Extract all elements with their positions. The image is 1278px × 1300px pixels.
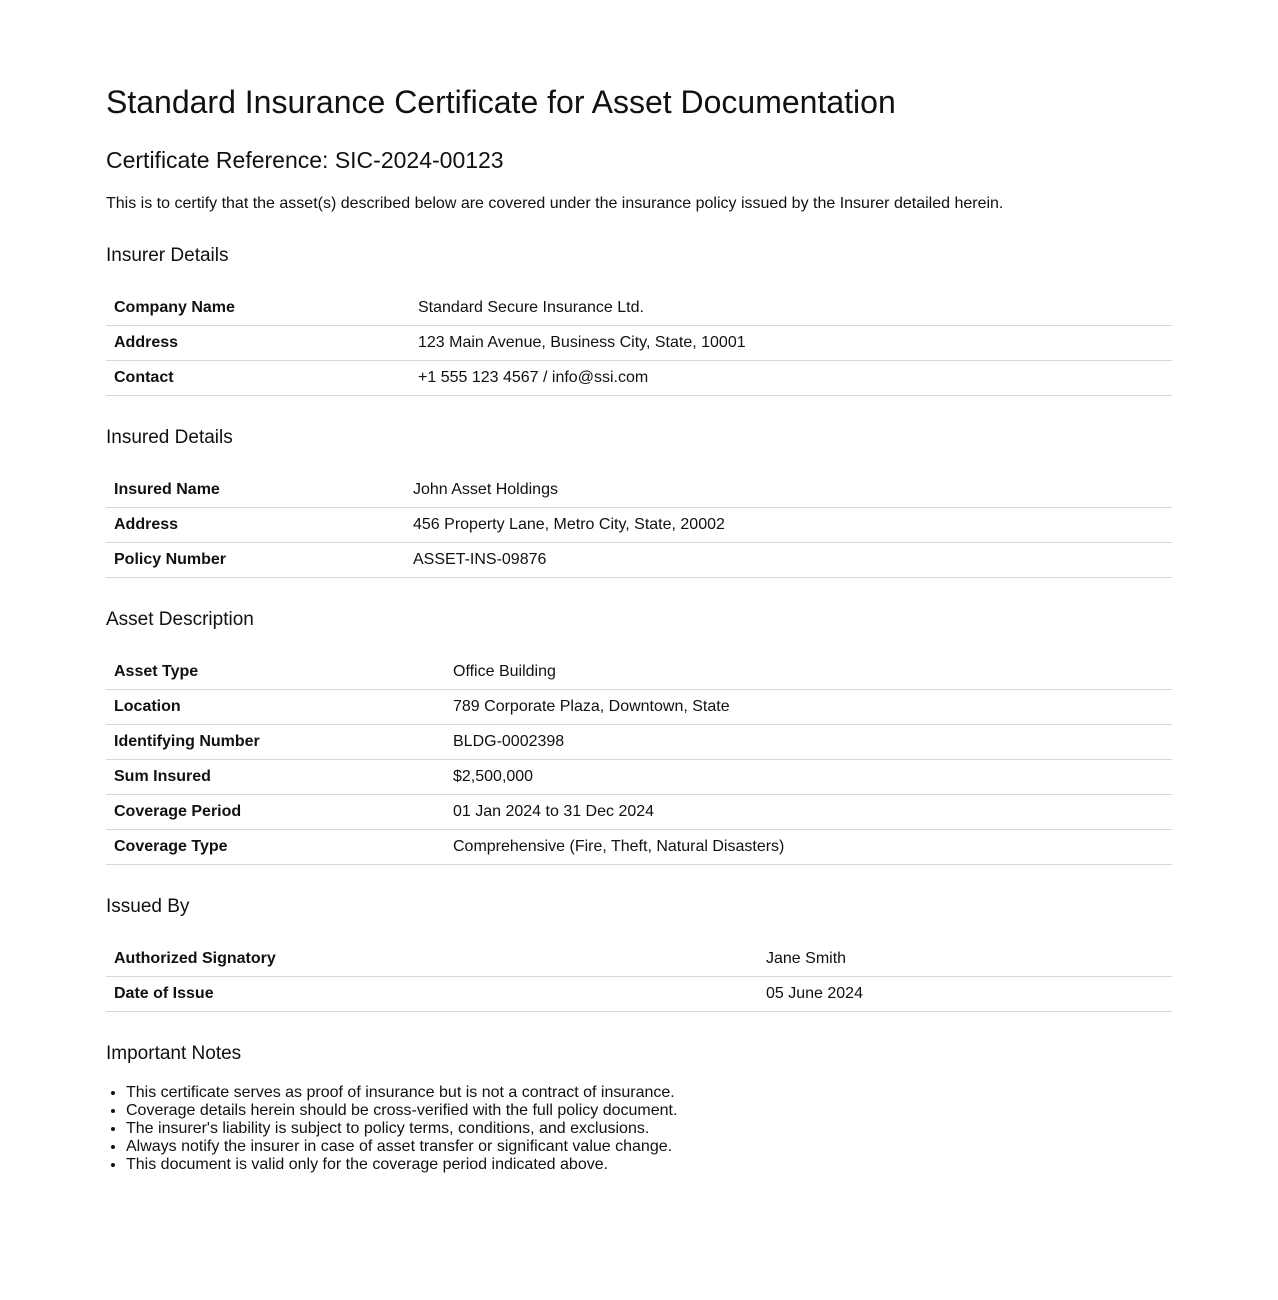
table-row bbox=[106, 725, 1172, 760]
certificate-document bbox=[106, 0, 1172, 1174]
asset-section bbox=[106, 609, 1172, 865]
insurer-table bbox=[106, 291, 1172, 396]
row-label: Location bbox=[106, 690, 445, 725]
table-row bbox=[106, 977, 1172, 1012]
table-row bbox=[106, 690, 1172, 725]
table-row bbox=[106, 655, 1172, 690]
list-item: • The insurer's liability is subject to policy terms, conditions, and exclusions. bbox=[126, 1120, 1172, 1138]
intro-text: This is to certify that the asset(s) described below are covered under the insurance policy issued by the Insurer detailed herein. bbox=[106, 195, 1004, 212]
list-item: • This document is valid only for the coverage period indicated above. bbox=[126, 1156, 1172, 1174]
row-label: Asset Type bbox=[106, 655, 445, 690]
row-value: Office Building bbox=[445, 655, 1172, 690]
row-label: Address bbox=[106, 326, 410, 361]
insured-heading: Insured Details bbox=[106, 427, 233, 448]
issued-by-section bbox=[106, 896, 1172, 1012]
notes-section bbox=[106, 1043, 1172, 1174]
notes-heading: Important Notes bbox=[106, 1043, 242, 1064]
insurer-section bbox=[106, 245, 1172, 396]
row-value: ASSET-INS-09876 bbox=[405, 543, 1172, 578]
row-label: Coverage Type bbox=[106, 830, 445, 865]
row-label: Coverage Period bbox=[106, 795, 445, 830]
row-label: Contact bbox=[106, 361, 410, 396]
row-label: Authorized Signatory bbox=[106, 942, 758, 977]
list-item: • This certificate serves as proof of insurance but is not a contract of insurance. bbox=[126, 1084, 1172, 1102]
row-value: 05 June 2024 bbox=[758, 977, 1172, 1012]
certificate-reference: Certificate Reference: SIC-2024-00123 bbox=[106, 147, 504, 173]
row-value: 01 Jan 2024 to 31 Dec 2024 bbox=[445, 795, 1172, 830]
row-value: Standard Secure Insurance Ltd. bbox=[410, 291, 1172, 326]
row-label: Insured Name bbox=[106, 473, 405, 508]
row-value: Jane Smith bbox=[758, 942, 1172, 977]
row-label: Identifying Number bbox=[106, 725, 445, 760]
table-row bbox=[106, 361, 1172, 396]
row-value: John Asset Holdings bbox=[405, 473, 1172, 508]
insured-table bbox=[106, 473, 1172, 578]
row-value: Comprehensive (Fire, Theft, Natural Disasters) bbox=[445, 830, 1172, 865]
list-item: • Coverage details herein should be cross-verified with the full policy document. bbox=[126, 1102, 1172, 1120]
insured-section bbox=[106, 427, 1172, 578]
notes-list bbox=[106, 1084, 1172, 1174]
row-label: Date of Issue bbox=[106, 977, 758, 1012]
row-value: 456 Property Lane, Metro City, State, 20002 bbox=[405, 508, 1172, 543]
table-row bbox=[106, 291, 1172, 326]
row-value: BLDG-0002398 bbox=[445, 725, 1172, 760]
table-row bbox=[106, 543, 1172, 578]
asset-heading: Asset Description bbox=[106, 609, 254, 630]
asset-table bbox=[106, 655, 1172, 865]
insurer-heading: Insurer Details bbox=[106, 245, 229, 266]
row-value: 789 Corporate Plaza, Downtown, State bbox=[445, 690, 1172, 725]
row-label: Company Name bbox=[106, 291, 410, 326]
table-row bbox=[106, 830, 1172, 865]
table-row bbox=[106, 326, 1172, 361]
list-item: • Always notify the insurer in case of asset transfer or significant value change. bbox=[126, 1138, 1172, 1156]
row-label: Policy Number bbox=[106, 543, 405, 578]
table-row bbox=[106, 473, 1172, 508]
issued-by-table bbox=[106, 942, 1172, 1012]
row-value: +1 555 123 4567 / info@ssi.com bbox=[410, 361, 1172, 396]
page-title: Standard Insurance Certificate for Asset Documentation bbox=[106, 84, 896, 120]
issued-by-heading: Issued By bbox=[106, 896, 190, 917]
table-row bbox=[106, 508, 1172, 543]
row-label: Sum Insured bbox=[106, 760, 445, 795]
table-row bbox=[106, 942, 1172, 977]
table-row bbox=[106, 760, 1172, 795]
row-value: $2,500,000 bbox=[445, 760, 1172, 795]
table-row bbox=[106, 795, 1172, 830]
row-label: Address bbox=[106, 508, 405, 543]
row-value: 123 Main Avenue, Business City, State, 10001 bbox=[410, 326, 1172, 361]
